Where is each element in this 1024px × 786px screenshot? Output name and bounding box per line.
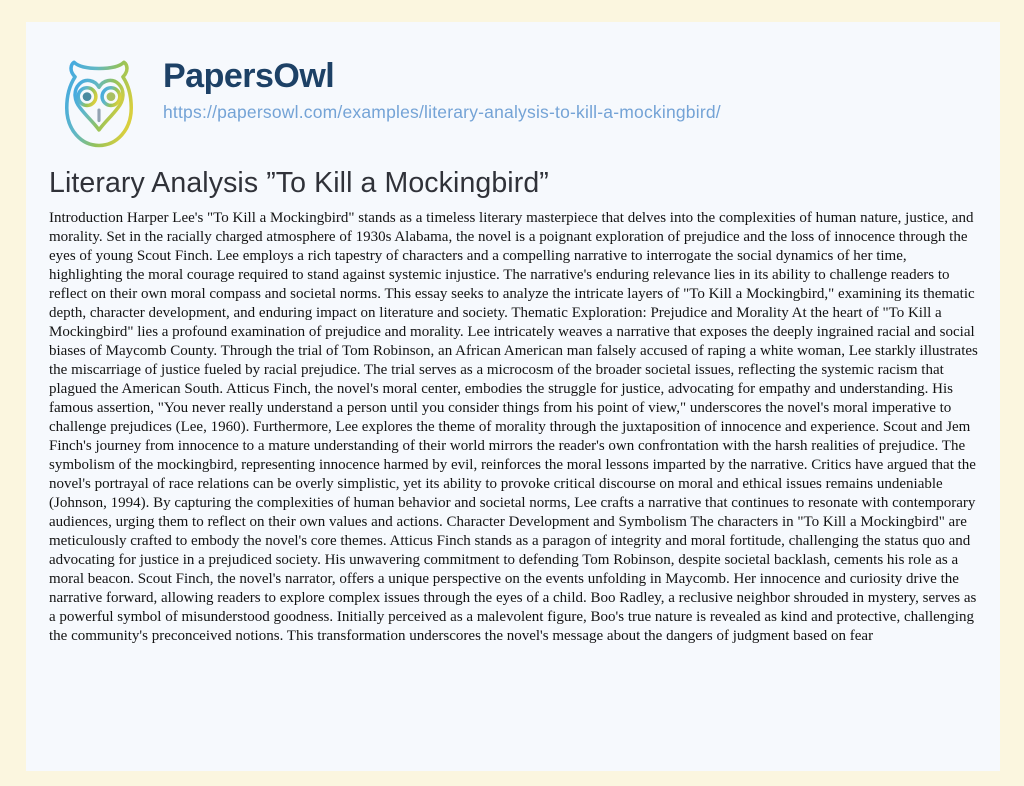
site-header [47,55,978,159]
owl-logo-icon [47,55,151,159]
source-url-link[interactable]: https://papersowl.com/examples/literary-analysis-to-kill-a-mockingbird/ [163,102,721,123]
brand-block [163,55,721,123]
essay-title: Literary Analysis ”To Kill a Mockingbird” [49,167,549,199]
essay-body-text: Introduction Harper Lee's "To Kill a Mockingbird" stands as a timeless literary masterpiece that delves into the complexities of human nature, justice, and morality. Set in the racially charged atmosphere of 1930s Alabama, the novel is a poignant exploration of prejudice and the loss of innocence through the eyes of young Scout Finch. Lee employs a rich tapestry of characters and a compelling narrative to interrogate the social dynamics of her time, highlighting the moral courage required to stand against systemic injustice. The narrative's enduring relevance lies in its ability to challenge readers to reflect on their own moral compass and societal norms. This essay seeks to analyze the intricate layers of "To Kill a Mockingbird," examining its thematic depth, character development, and enduring impact on literature and society. Thematic Exploration: Prejudice and Morality At the heart of "To Kill a Mockingbird" lies a profound examination of prejudice and morality. Lee intricately weaves a narrative that exposes the deeply ingrained racial and social biases of Maycomb County. Through the trial of Tom Robinson, an African American man falsely accused of raping a white woman, Lee starkly illustrates the miscarriage of justice fueled by racial prejudice. The trial serves as a microcosm of the broader societal issues, reflecting the systemic racism that plagued the American South. Atticus Finch, the novel's moral center, embodies the struggle for justice, advocating for empathy and understanding. His famous assertion, "You never really understand a person until you consider things from his point of view," underscores the novel's moral imperative to challenge prejudices (Lee, 1960). Furthermore, Lee explores the theme of morality through the juxtaposition of innocence and experience. Scout and Jem Finch's journey from innocence to a mature understanding of their world mirrors the reader's own confrontation with the harsh realities of prejudice. The symbolism of the mockingbird, representing innocence harmed by evil, reinforces the moral lessons imparted by the narrative. Critics have argued that the novel's portrayal of race relations can be overly simplistic, yet its ability to provoke critical discourse on moral and ethical issues remains undeniable (Johnson, 1994). By capturing the complexities of human behavior and societal norms, Lee crafts a narrative that continues to resonate with contemporary audiences, urging them to reflect on their own values and actions. Character Development and Symbolism The characters in "To Kill a Mockingbird" are meticulously crafted to embody the novel's core themes. Atticus Finch stands as a paragon of integrity and moral fortitude, challenging the status quo and advocating for justice in a prejudiced society. His unwavering commitment to defending Tom Robinson, despite societal backlash, cements his role as a moral beacon. Scout Finch, the novel's narrator, offers a unique perspective on the events unfolding in Maycomb. Her innocence and curiosity drive the narrative forward, allowing readers to explore complex issues through the eyes of a child. Boo Radley, a reclusive neighbor shrouded in mystery, serves as a powerful symbol of misunderstood goodness. Initially perceived as a malevolent figure, Boo's true nature is revealed as kind and protective, challenging the community's preconceived notions. This transformation underscores the novel's message about the dangers of judgment based on fear [49,210,978,644]
document-sheet [26,22,1000,771]
brand-title: PapersOwl [163,57,335,95]
